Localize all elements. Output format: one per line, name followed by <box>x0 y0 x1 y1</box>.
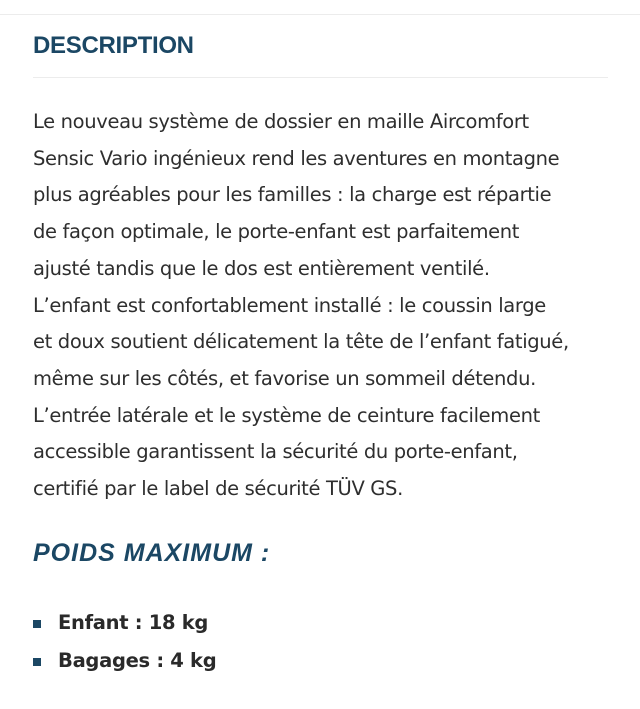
description-line: et doux soutient délicatement la tête de l’enfant fatigué, <box>33 330 569 354</box>
description-line: L’enfant est confortablement installé : le coussin large <box>33 293 546 317</box>
description-line: de façon optimale, le porte-enfant est parfaitement <box>33 220 520 244</box>
description-line: certifié par le label de sécurité TÜV GS. <box>33 477 403 501</box>
spec-label: Enfant : 18 kg <box>58 611 209 634</box>
max-weight-title: POIDS MAXIMUM : <box>33 539 271 567</box>
section-title: DESCRIPTION <box>33 32 194 59</box>
top-divider <box>0 14 640 15</box>
max-weight-list <box>33 604 216 680</box>
title-divider <box>33 77 608 78</box>
description-line: plus agréables pour les familles : la charge est répartie <box>33 183 552 207</box>
square-bullet-icon <box>33 620 41 628</box>
list-item-child-weight <box>33 604 216 642</box>
description-line: L’entrée latérale et le système de ceinture facilement <box>33 403 540 427</box>
description-line: ajusté tandis que le dos est entièrement ventilé. <box>33 256 490 280</box>
description-line: Le nouveau système de dossier en maille Aircomfort <box>33 110 529 133</box>
list-item-luggage-weight <box>33 642 216 680</box>
description-text <box>33 104 613 508</box>
description-line: Sensic Vario ingénieux rend les aventures en montagne <box>33 146 560 170</box>
square-bullet-icon <box>33 658 41 666</box>
description-line: même sur les côtés, et favorise un sommeil détendu. <box>33 366 536 390</box>
description-line: accessible garantissent la sécurité du porte-enfant, <box>33 440 518 464</box>
spec-label: Bagages : 4 kg <box>58 649 217 672</box>
